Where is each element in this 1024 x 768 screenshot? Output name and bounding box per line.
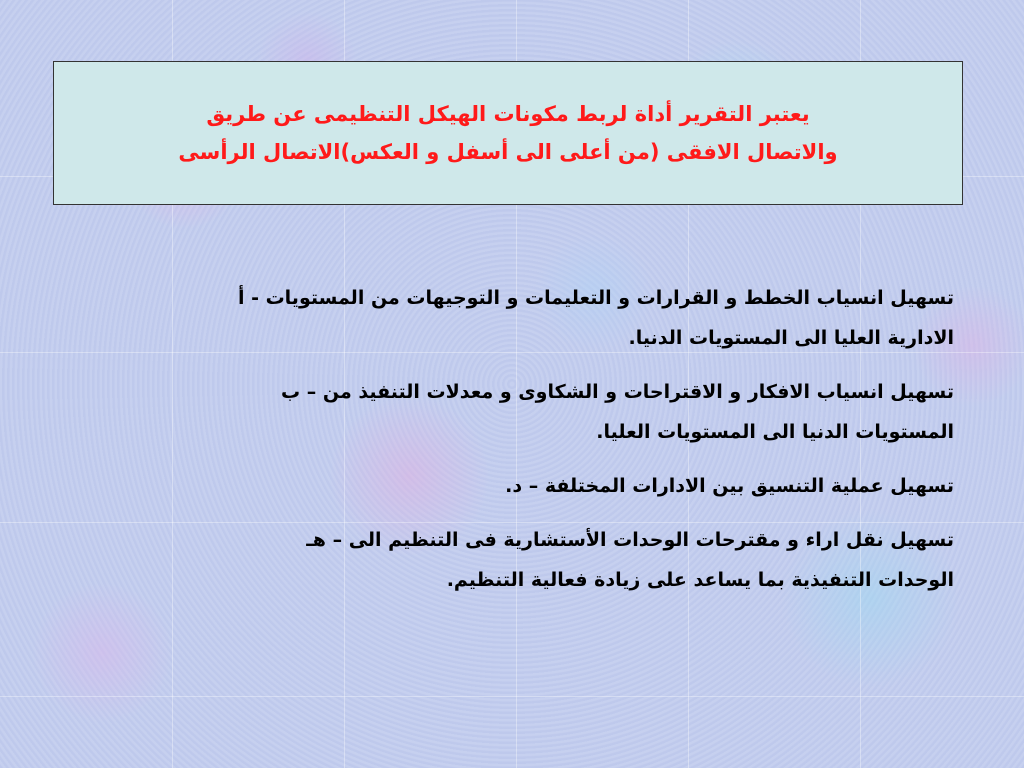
bullet-item-d (69, 466, 954, 506)
bullet-line: تسهيل انسياب الخطط و القرارات و التعليمات و التوجيهات من المستويات - أ (237, 287, 954, 309)
slide-title (128, 95, 888, 171)
bullet-line: المستويات الدنيا الى المستويات العليا. (596, 421, 954, 443)
bullet-line: تسهيل نقل اراء و مقترحات الوحدات الأستشارية فى التنظيم الى – هـ (306, 529, 954, 551)
bullet-line: تسهيل انسياب الافكار و الاقتراحات و الشكاوى و معدلات التنفيذ من – ب (281, 381, 954, 403)
bullet-list (69, 278, 954, 614)
bullet-line: الادارية العليا الى المستويات الدنيا. (628, 327, 954, 349)
slide-title-box (53, 61, 963, 205)
bullet-line: الوحدات التنفيذية بما يساعد على زيادة فعالية التنظيم. (446, 569, 954, 591)
bullet-item-h (69, 520, 954, 600)
bullet-line: تسهيل عملية التنسيق بين الادارات المختلفة – د. (505, 475, 954, 497)
bullet-item-b (69, 372, 954, 452)
background-grid-line (0, 696, 1024, 697)
slide-title-line: والاتصال الافقى (من أعلى الى أسفل و العكس)الاتصال الرأسى (178, 140, 838, 164)
slide-title-line: يعتبر التقرير أداة لربط مكونات الهيكل التنظيمى عن طريق (206, 102, 810, 126)
bullet-item-a (69, 278, 954, 358)
